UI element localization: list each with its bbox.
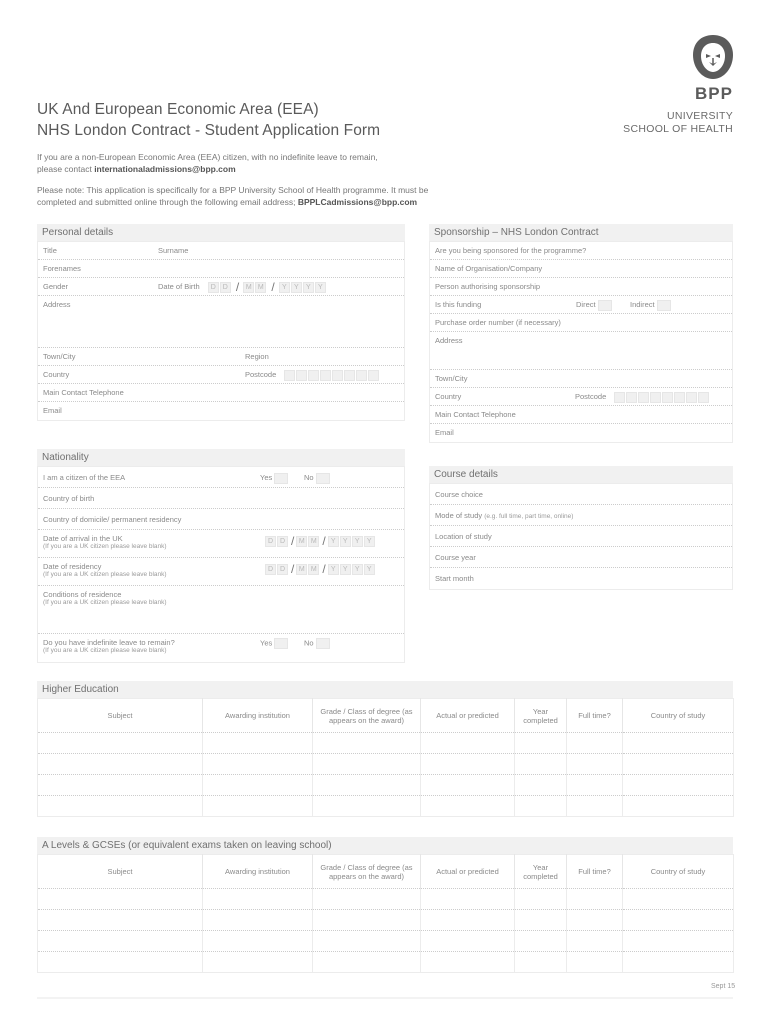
column-header: Year completed — [515, 855, 567, 889]
phone-field[interactable]: Main Contact Telephone — [38, 384, 404, 402]
ilr-no-option[interactable]: No — [304, 638, 331, 649]
sponsor-phone-field[interactable]: Main Contact Telephone — [430, 406, 732, 424]
column-header: Actual or predicted — [421, 699, 515, 733]
section-heading: Higher Education — [37, 681, 733, 698]
column-header: Awarding institution — [203, 699, 313, 733]
sponsor-town-field[interactable]: Town/City — [430, 370, 732, 388]
postcode-field[interactable]: Postcode — [245, 366, 380, 384]
brand-university: UNIVERSITY — [666, 110, 733, 122]
column-header: Grade / Class of degree (as appears on the award) — [313, 699, 421, 733]
table-row[interactable] — [38, 889, 734, 910]
international-email-link[interactable]: internationaladmissions@bpp.com — [94, 164, 236, 174]
course-choice-field[interactable]: Course choice — [430, 484, 732, 505]
location-field[interactable]: Location of study — [430, 526, 732, 547]
column-header: Subject — [38, 699, 203, 733]
nationality-section — [37, 449, 405, 663]
section-heading: Course details — [429, 466, 733, 483]
forenames-field[interactable]: Forenames — [38, 260, 404, 278]
indirect-option[interactable]: Indirect — [630, 296, 672, 314]
arrival-date-field[interactable]: Date of arrival in the UK (If you are a UK citizen please leave blank) D D / M M / Y Y Y Y — [38, 530, 404, 558]
date-of-birth-field[interactable]: Date of Birth D D / M M / Y Y Y Y — [158, 278, 327, 296]
gender-field[interactable]: Gender Date of Birth D D / M M / Y Y Y Y — [38, 278, 404, 296]
column-header: Year completed — [515, 699, 567, 733]
higher-education-table — [37, 698, 734, 817]
table-row[interactable] — [38, 910, 734, 931]
section-heading: Nationality — [37, 449, 405, 466]
section-heading: Sponsorship – NHS London Contract — [429, 224, 733, 241]
sponsor-country-field[interactable]: Country Postcode — [430, 388, 732, 406]
region-field[interactable]: Region — [245, 352, 269, 361]
column-header: Subject — [38, 855, 203, 889]
sponsor-postcode-field[interactable]: Postcode — [575, 388, 710, 406]
sponsored-field[interactable]: Are you being sponsored for the programme? — [430, 242, 732, 260]
a-levels-table — [37, 854, 734, 973]
column-header: Country of study — [650, 867, 706, 876]
email-field[interactable]: Email — [43, 406, 62, 415]
title-field[interactable]: Title Surname — [38, 242, 404, 260]
purchase-order-field[interactable]: Purchase order number (if necessary) — [430, 314, 732, 332]
table-row[interactable] — [38, 754, 734, 775]
domicile-field[interactable]: Country of domicile/ permanent residency — [38, 509, 404, 530]
direct-option[interactable]: Direct — [576, 296, 613, 314]
column-header: Actual or predicted — [421, 855, 515, 889]
eea-citizen-field[interactable]: I am a citizen of the EEA Yes No — [38, 467, 404, 488]
country-field[interactable]: Country Postcode — [38, 366, 404, 384]
funding-field[interactable]: Is this funding Direct Indirect — [430, 296, 732, 314]
section-heading: A Levels & GCSEs (or equivalent exams taken on leaving school) — [37, 837, 733, 854]
town-field[interactable]: Town/City Region — [38, 348, 404, 366]
sponsorship-section — [429, 224, 733, 443]
brand-name: BPP — [695, 84, 733, 103]
conditions-field[interactable]: Conditions of residence (If you are a UK citizen please leave blank) — [38, 586, 404, 634]
course-year-field[interactable]: Course year — [430, 547, 732, 568]
country-of-birth-field[interactable]: Country of birth — [38, 488, 404, 509]
intro-paragraph-1: If you are a non-European Economic Area (EEA) citizen, with no indefinite leave to remain, please contact internationaladmissions@bpp.com — [37, 152, 378, 174]
surname-field[interactable]: Surname — [158, 246, 189, 255]
course-details-section — [429, 466, 733, 590]
sponsor-email-field[interactable]: Email — [435, 428, 454, 437]
column-header: Full time? — [567, 855, 623, 889]
table-row[interactable] — [38, 775, 734, 796]
personal-details-section — [37, 224, 405, 421]
brand-school: SCHOOL OF HEALTH — [623, 123, 733, 135]
version-label: Sept 15 — [711, 983, 736, 990]
residency-date-field[interactable]: Date of residency (If you are a UK citizen please leave blank) D D / M M / Y Y Y Y — [38, 558, 404, 586]
intro-paragraph-2: Please note: This application is specifically for a BPP University School of Health programme. It must be completed and submitted online through the following email address; BPPLCadmissions@bpp.com — [37, 185, 429, 207]
a-levels-section — [37, 837, 733, 973]
column-header: Full time? — [567, 699, 623, 733]
ilr-yes-option[interactable]: Yes — [260, 638, 289, 649]
sponsor-address-field[interactable]: Address — [430, 332, 732, 370]
column-header: Country of study — [650, 711, 706, 720]
lion-head-icon — [692, 34, 734, 80]
eea-no-option[interactable]: No — [304, 467, 331, 488]
footer-divider — [37, 997, 733, 999]
column-header: Awarding institution — [203, 855, 313, 889]
table-row[interactable] — [38, 931, 734, 952]
eea-yes-option[interactable]: Yes — [260, 467, 289, 488]
column-header: Grade / Class of degree (as appears on the award) — [313, 855, 421, 889]
table-row[interactable] — [38, 952, 734, 973]
mode-of-study-field[interactable]: Mode of study (e.g. full time, part time, online) — [430, 505, 732, 526]
table-row[interactable] — [38, 796, 734, 817]
authorising-person-field[interactable]: Person authorising sponsorship — [430, 278, 732, 296]
table-row[interactable] — [38, 733, 734, 754]
section-heading: Personal details — [37, 224, 405, 241]
organisation-field[interactable]: Name of Organisation/Company — [430, 260, 732, 278]
start-month-field[interactable]: Start month — [435, 574, 474, 583]
higher-education-section — [37, 681, 733, 817]
address-field[interactable]: Address — [38, 296, 404, 348]
admissions-email-link[interactable]: BPPLCadmissions@bpp.com — [297, 197, 418, 207]
indefinite-leave-field[interactable]: Do you have indefinite leave to remain? (If you are a UK citizen please leave blank) Yes No — [38, 634, 404, 662]
page-title: UK And European Economic Area (EEA) NHS London Contract - Student Application Form — [37, 101, 381, 139]
